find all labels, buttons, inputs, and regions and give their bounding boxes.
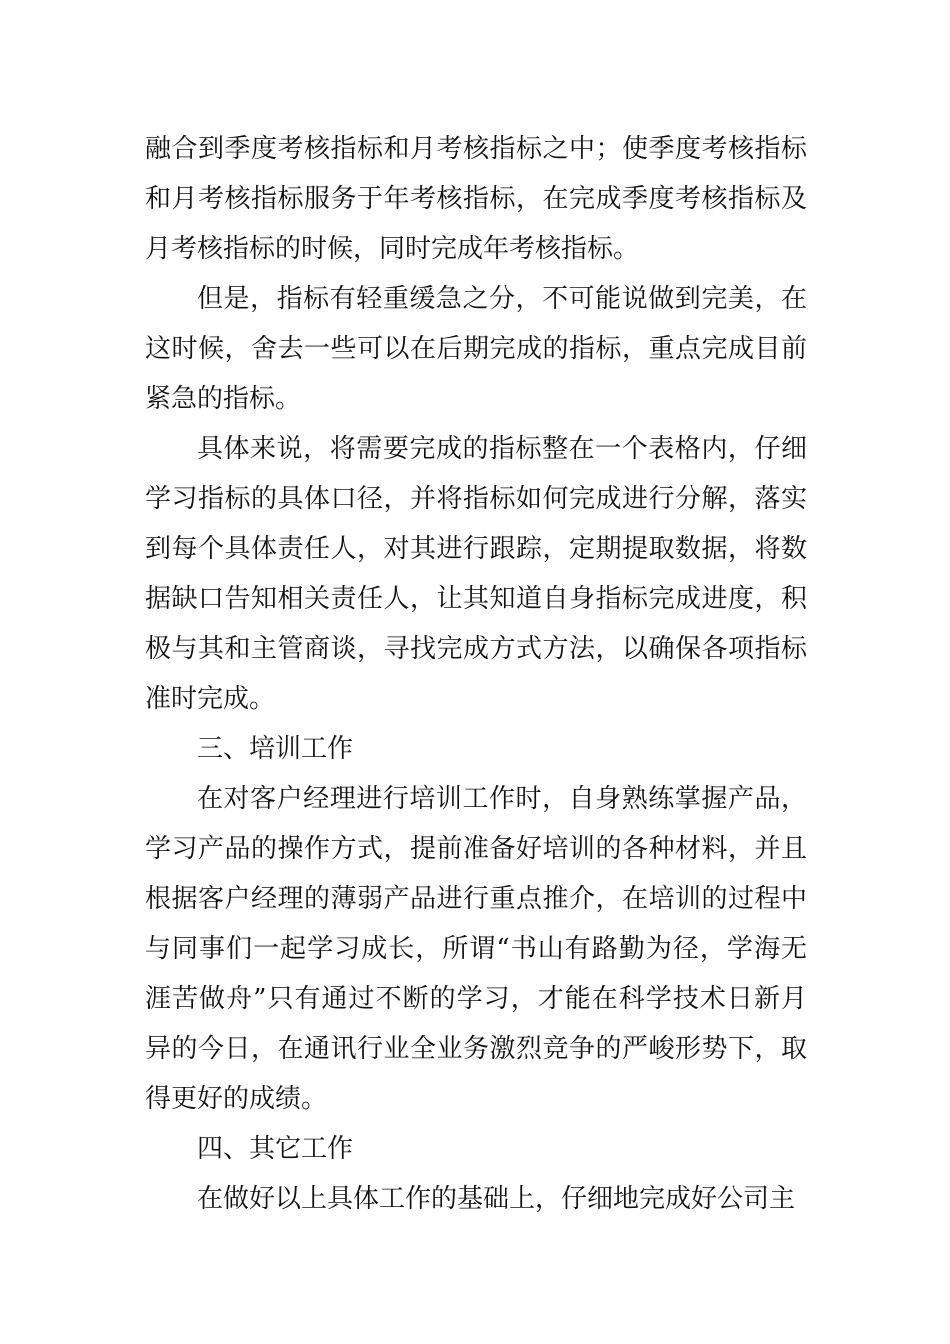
- paragraph-priorities: 但是，指标有轻重缓急之分，不可能说做到完美，在这时候，舍去一些可以在后期完成的指标，重点完成目前紧急的指标。: [145, 284, 807, 414]
- section-heading-training: 三、培训工作: [197, 734, 354, 764]
- document-body: [145, 124, 807, 1224]
- paragraph-other-work: 在做好以上具体工作的基础上，仔细地完成好公司主: [197, 1184, 796, 1214]
- paragraph-continuation: 融合到季度考核指标和月考核指标之中；使季度考核指标和月考核指标服务于年考核指标，在完成季度考核指标及月考核指标的时候，同时完成年考核指标。: [145, 134, 807, 264]
- paragraph-training: 在对客户经理进行培训工作时，自身熟练掌握产品，学习产品的操作方式，提前准备好培训的各种材料，并且根据客户经理的薄弱产品进行重点推介，在培训的过程中与同事们一起学习成长，所谓“书山有路勤为径，学海无涯苦做舟”只有通过不断的学习，才能在科学技术日新月异的今日，在通讯行业全业务激烈竞争的严峻形势下，取得更好的成绩。: [145, 784, 807, 1114]
- paragraph-specifics: 具体来说，将需要完成的指标整在一个表格内，仔细学习指标的具体口径，并将指标如何完成进行分解，落实到每个具体责任人，对其进行跟踪，定期提取数据，将数据缺口告知相关责任人，让其知道自身指标完成进度，积极与其和主管商谈，寻找完成方式方法，以确保各项指标准时完成。: [145, 434, 807, 714]
- section-heading-other: 四、其它工作: [197, 1134, 354, 1164]
